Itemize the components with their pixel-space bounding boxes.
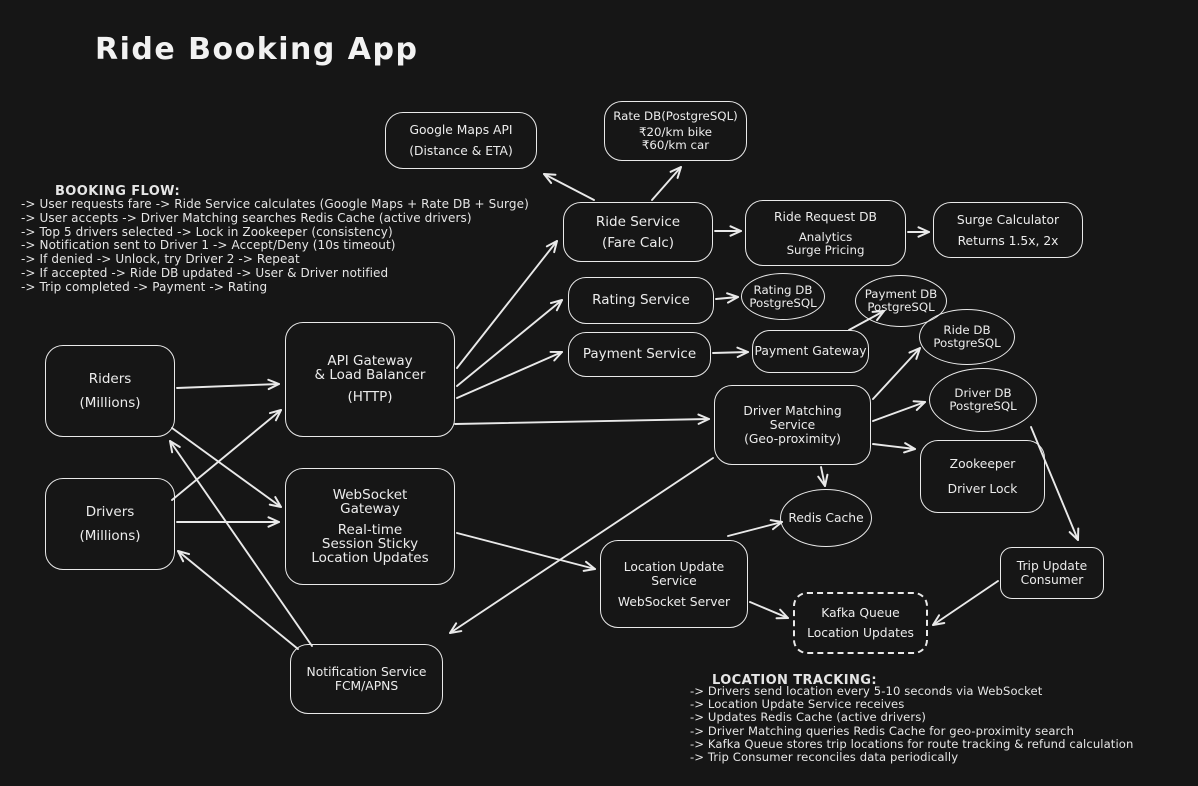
node-label: Real-time <box>337 522 403 538</box>
node-google-maps-api[interactable] <box>385 112 537 169</box>
node-label: FCM/APNS <box>334 679 399 693</box>
arrow-api-gateway-to-payment-service <box>457 352 562 398</box>
node-label: PostgreSQL <box>867 300 935 314</box>
node-label: Surge Calculator <box>956 212 1060 227</box>
node-label: WebSocket <box>332 487 408 503</box>
node-payment-service[interactable] <box>568 332 711 377</box>
node-label: Kafka Queue <box>821 606 900 620</box>
arrow-riders-to-api-gateway <box>177 384 279 388</box>
node-location-update-service[interactable] <box>600 540 748 628</box>
node-label: WebSocket Server <box>617 594 731 609</box>
node-label: PostgreSQL <box>933 336 1001 350</box>
location-tracking-line: -> Drivers send location every 5-10 seconds via WebSocket <box>690 684 1043 698</box>
node-label: Driver Lock <box>947 482 1018 496</box>
arrow-rating-service-to-rating-db <box>716 297 738 299</box>
node-label: (Fare Calc) <box>601 234 675 251</box>
node-label: Session Sticky <box>321 536 419 552</box>
node-label: (Distance & ETA) <box>409 144 513 158</box>
arrow-driver-matching-to-ride-db <box>873 348 920 399</box>
node-label: Drivers <box>85 503 135 520</box>
node-label: ₹60/km car <box>641 138 710 152</box>
location-tracking-notes <box>690 685 1133 764</box>
node-label: Service <box>769 418 816 432</box>
node-label: Analytics <box>798 229 853 244</box>
node-api-gateway[interactable] <box>285 322 455 437</box>
arrow-trip-consumer-to-kafka-queue <box>933 581 998 625</box>
arrow-driver-matching-to-redis-cache <box>821 467 825 486</box>
node-label: Rate DB(PostgreSQL) <box>613 109 738 123</box>
node-label: Redis Cache <box>788 510 864 525</box>
booking-flow-line: -> Top 5 drivers selected -> Lock in Zookeeper (consistency) <box>21 224 393 239</box>
node-label: Location Updates <box>311 550 429 566</box>
node-label: Ride DB <box>943 323 991 337</box>
arrow-driver-matching-to-zookeeper <box>873 444 915 449</box>
booking-flow-line: -> If denied -> Unlock, try Driver 2 -> Repeat <box>21 252 300 267</box>
node-surge-calculator[interactable] <box>933 202 1083 258</box>
node-driver-matching-service[interactable] <box>714 385 871 465</box>
node-label: Driver DB <box>954 386 1012 400</box>
node-label: Payment DB <box>864 287 938 301</box>
node-label: Surge Pricing <box>786 242 865 257</box>
node-trip-update-consumer[interactable] <box>1000 547 1104 599</box>
node-payment-gateway[interactable] <box>752 330 869 373</box>
node-label: Returns 1.5x, 2x <box>957 233 1059 248</box>
arrow-api-gateway-to-driver-matching <box>455 419 709 424</box>
node-label: Ride Request DB <box>773 209 877 224</box>
node-rating-service[interactable] <box>568 277 714 324</box>
booking-flow-line: -> User accepts -> Driver Matching searches Redis Cache (active drivers) <box>21 210 472 225</box>
node-label: Driver Matching <box>743 404 842 418</box>
node-label: ₹20/km bike <box>639 125 712 139</box>
node-label: Payment Gateway <box>754 344 867 358</box>
location-tracking-line: -> Kafka Queue stores trip locations for route tracking & refund calculation <box>690 736 1134 751</box>
node-label: Google Maps API <box>409 123 513 137</box>
booking-flow-notes <box>21 198 529 295</box>
node-label: API Gateway <box>327 352 413 369</box>
arrow-location-update-to-kafka-queue <box>750 602 788 618</box>
node-zookeeper[interactable] <box>920 440 1045 513</box>
node-label: Service <box>651 573 697 588</box>
booking-flow-line: -> Notification sent to Driver 1 -> Accept/Deny (10s timeout) <box>21 238 396 253</box>
arrow-api-gateway-to-rating-service <box>457 300 562 386</box>
location-tracking-line: -> Trip Consumer reconciles data periodically <box>690 750 959 765</box>
node-driver-db[interactable] <box>929 368 1037 432</box>
node-label: Payment Service <box>582 346 697 362</box>
node-label: & Load Balancer <box>314 366 426 383</box>
node-ride-service[interactable] <box>563 202 713 262</box>
node-label: (HTTP) <box>347 388 393 405</box>
node-label: Rating DB <box>753 282 813 297</box>
node-label: Ride Service <box>595 213 681 230</box>
node-kafka-queue[interactable] <box>793 592 928 654</box>
node-label: PostgreSQL <box>949 399 1017 413</box>
node-label: PostgreSQL <box>749 295 817 310</box>
node-label: (Millions) <box>79 527 141 544</box>
arrow-payment-service-to-payment-gateway <box>713 352 748 353</box>
node-label: Riders <box>88 370 132 387</box>
arrow-driver-matching-to-driver-db <box>873 402 925 421</box>
node-label: (Geo-proximity) <box>744 432 841 446</box>
node-label: Location Update <box>623 559 725 574</box>
node-riders[interactable] <box>45 345 175 437</box>
location-tracking-line: -> Driver Matching queries Redis Cache for geo-proximity search <box>690 723 1075 738</box>
diagram-title: Ride Booking App <box>95 32 419 67</box>
node-drivers[interactable] <box>45 478 175 570</box>
node-label: Consumer <box>1020 573 1084 587</box>
booking-flow-heading: BOOKING FLOW: <box>55 184 181 199</box>
node-rate-db[interactable] <box>604 101 747 161</box>
booking-flow-line: -> If accepted -> Ride DB updated -> User & Driver notified <box>21 265 389 280</box>
node-redis-cache[interactable] <box>780 489 872 547</box>
location-tracking-line: -> Updates Redis Cache (active drivers) <box>690 710 927 725</box>
node-ride-db[interactable] <box>919 309 1015 365</box>
node-label: Notification Service <box>306 665 427 679</box>
node-label: Location Updates <box>807 626 914 640</box>
location-tracking-line: -> Location Update Service receives <box>690 697 905 712</box>
location-tracking-heading: LOCATION TRACKING: <box>712 673 877 688</box>
node-label: Rating Service <box>592 292 690 308</box>
node-label: Trip Update <box>1016 559 1088 573</box>
booking-flow-line: -> User requests fare -> Ride Service calculates (Google Maps + Rate DB + Surge) <box>21 197 529 211</box>
node-label: (Millions) <box>79 394 141 411</box>
arrow-ride-service-to-google-maps <box>544 174 594 200</box>
node-websocket-gateway[interactable] <box>285 468 455 585</box>
booking-flow-line: -> Trip completed -> Payment -> Rating <box>21 279 268 294</box>
arrow-ride-service-to-rate-db <box>652 167 681 200</box>
arrow-drivers-to-api-gateway <box>172 410 281 500</box>
node-rating-db[interactable] <box>741 273 825 320</box>
node-label: Gateway <box>340 501 400 517</box>
node-label: Zookeeper <box>949 457 1016 471</box>
node-notification-service[interactable] <box>290 644 443 714</box>
node-ride-request-db[interactable] <box>745 200 906 266</box>
arrow-location-update-to-redis-cache <box>728 522 782 536</box>
